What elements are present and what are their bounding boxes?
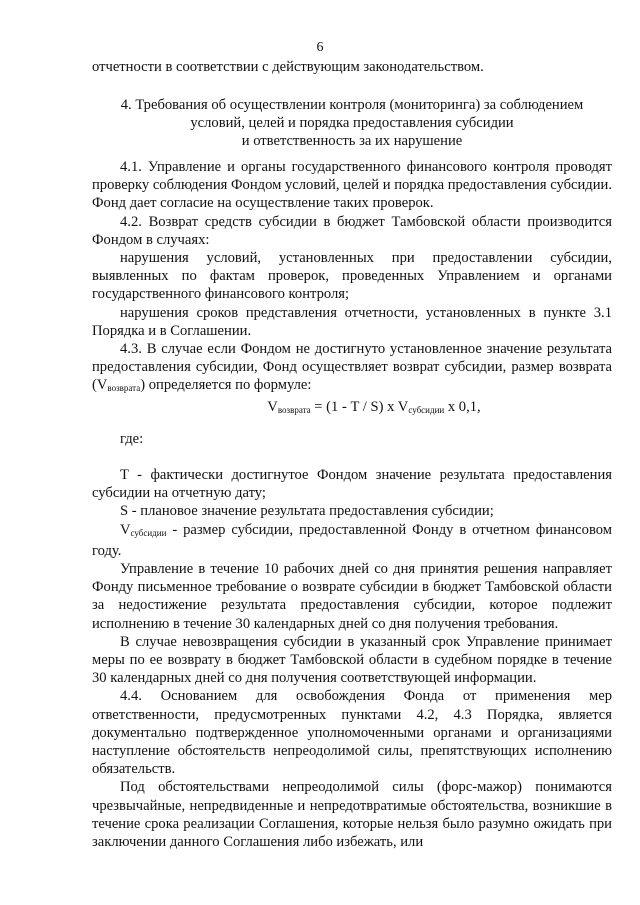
paragraph-4-2-b: нарушения сроков представления отчетности, установленных в пункте 3.1 Порядка и в Соглашении.: [92, 304, 612, 339]
paragraph-4-2: 4.2. Возврат средств субсидии в бюджет Тамбовской области производится Фондом в случаях:: [92, 213, 612, 248]
paragraph-nevozvrashchenie: В случае невозвращения субсидии в указанный срок Управление принимает меры по ее возврату в бюджет Тамбовской области в судебном порядке в течение 30 календарных дней со дня получения соответствующей информации.: [92, 633, 612, 687]
text-line-top: отчетности в соответствии с действующим законодательством.: [92, 59, 484, 75]
definition-v: [92, 521, 612, 560]
definition-t: T - фактически достигнутое Фондом значение результата предоставления субсидии на отчетную дату;: [92, 467, 612, 502]
formula-sub2: субсидии: [408, 404, 445, 415]
heading-line-1: 4. Требования об осуществлении контроля (мониторинга) за соблюдением: [120, 97, 584, 113]
section-heading: [92, 96, 612, 151]
definition-s: S - плановое значение результата предоставления субсидии;: [120, 503, 494, 520]
section-body-2: [92, 466, 612, 851]
paragraph-4-2-a: нарушения условий, установленных при предоставлении субсидии, выявленных по фактам проверок, проведенных Управлением и органами государственного финансового контроля;: [92, 250, 612, 303]
formula-mid: = (1 - T / S) x V: [310, 398, 409, 415]
where-label: где:: [120, 431, 144, 447]
heading-line-2: условий, целей и порядка предоставления субсидии: [190, 115, 514, 132]
formula-sub1: возврата: [277, 404, 311, 415]
heading-line-3: и ответственность за их нарушение: [241, 133, 463, 150]
paragraph-upravlenie: Управление в течение 10 рабочих дней со дня принятия решения направляет Фонду письменное требование о возврате субсидии в бюджет Тамбовской области за недостижение результата предоставления субсидии, которое подлежит исполнению в течение 30 календарных дней со дня получения требования.: [92, 561, 612, 632]
p43-text-b: ) определяется по формуле:: [140, 377, 312, 394]
paragraph-4-1: 4.1. Управление и органы государственного финансового контроля проводят проверку соблюдения Фондом условий, целей и порядка предоставления субсидии. Фонд дает согласие на осуществление таких проверок.: [92, 159, 612, 212]
where-label-block: [92, 430, 612, 448]
paragraph-4-3: [92, 340, 612, 398]
defv-subscript: субсидии: [130, 527, 167, 538]
continuation-line: [92, 58, 612, 76]
paragraph-fors-mazhor: Под обстоятельствами непреодолимой силы (форс-мажор) понимаются чрезвычайные, непредвиденные и непредотвратимые обстоятельства, возникшие в течение срока реализации Соглашения, которые нельзя было разумно ожидать при заключении данного Соглашения либо избежать, или: [92, 779, 612, 851]
p43-text-a: 4.3. В случае если Фондом не достигнуто установленное значение результата предоставления субсидии, Фонд осуществляет возврат субсидии, размер возврата (V: [92, 341, 612, 394]
defv-text: - размер субсидии, предоставленной Фонду в отчетном финансовом году.: [92, 521, 612, 559]
formula-end: x 0,1,: [444, 398, 481, 415]
section-body-1: [92, 158, 612, 419]
p43-subscript: возврата: [107, 383, 141, 394]
paragraph-4-4: 4.4. Основанием для освобождения Фонда от применения мер ответственности, предусмотренных пунктами 4.2, 4.3 Порядка, является документально подтвержденное уполномоченными органами и организациями наступление обстоятельств непреодолимой силы, препятствующих исполнению обязательств.: [92, 688, 612, 778]
formula-v1: V: [267, 398, 278, 415]
defv-letter: V: [120, 521, 131, 538]
formula: [92, 398, 612, 419]
page-number: 6: [316, 40, 324, 55]
